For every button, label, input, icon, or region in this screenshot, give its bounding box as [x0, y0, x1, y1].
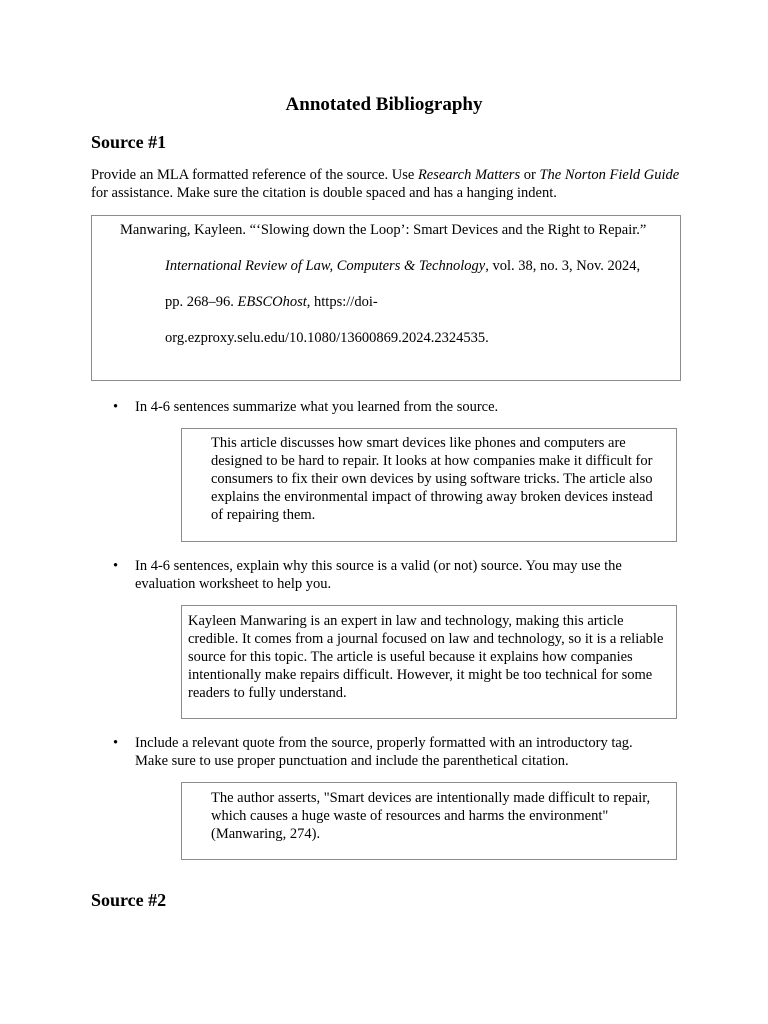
- instructions-text-2: or: [520, 167, 540, 183]
- instructions-text-3: for assistance. Make sure the citation is double spaced and has a hanging indent.: [91, 185, 557, 201]
- prompt-quote-text: Include a relevant quote from the source, properly formatted with an introductory tag. Make sure to use proper punctuation and include the parenthetical citation.: [135, 735, 633, 769]
- summary-answer-box[interactable]: [181, 428, 677, 542]
- validity-answer-box[interactable]: [181, 605, 677, 719]
- citation-line-3: [165, 293, 378, 311]
- journal-title: International Review of Law, Computers & Technology: [165, 258, 486, 274]
- quote-answer-box[interactable]: [181, 782, 677, 860]
- citation-url-start: , https://doi-: [306, 294, 378, 310]
- citation-volume-info: , vol. 38, no. 3, Nov. 2024,: [485, 258, 641, 274]
- source-2-heading: Source #2: [91, 890, 167, 910]
- validity-answer-text: Kayleen Manwaring is an expert in law and technology, making this article credible. It comes from a journal focused on law and technology, so it is a reliable source for this topic. The article is useful because it explains how companies intentionally make repairs difficult. However, it might be too technical for some readers to fully understand.: [188, 613, 664, 701]
- quote-answer-text: The author asserts, "Smart devices are intentionally made difficult to repair, which causes a huge waste of resources and harms the environment" (Manwaring, 274).: [211, 790, 651, 842]
- summary-answer-text: This article discusses how smart devices like phones and computers are designed to be hard to repair. It looks at how companies make it difficult for consumers to fix their own devices by using software tricks. The article also explains the environmental impact of throwing away broken devices instead of repairing them.: [211, 435, 653, 523]
- citation-line-4: org.ezproxy.selu.edu/10.1080/13600869.2024.2324535.: [165, 330, 489, 346]
- citation-box[interactable]: [91, 215, 681, 381]
- book-title-research-matters: Research Matters: [417, 167, 521, 183]
- page-title: Annotated Bibliography: [285, 94, 483, 115]
- citation-pages: pp. 268–96.: [165, 294, 238, 310]
- bullet-icon: •: [113, 558, 119, 574]
- source-1-heading: Source #1: [91, 132, 167, 152]
- bullet-icon: •: [113, 399, 119, 415]
- prompt-validity-text: In 4-6 sentences, explain why this source is a valid (or not) source. You may use the evaluation worksheet to help you.: [135, 558, 622, 592]
- citation-instructions: [91, 166, 681, 202]
- instructions-text-1: Provide an MLA formatted reference of the source. Use: [91, 167, 418, 183]
- citation-line-1: Manwaring, Kayleen. “‘Slowing down the Loop’: Smart Devices and the Right to Repair.”: [120, 222, 647, 238]
- book-title-norton-field-guide: The Norton Field Guide: [539, 167, 680, 183]
- prompt-summary-text: In 4-6 sentences summarize what you learned from the source.: [135, 399, 499, 415]
- citation-line-2: [165, 257, 640, 275]
- database-name: EBSCOhost: [237, 294, 307, 310]
- bullet-icon: •: [113, 735, 119, 751]
